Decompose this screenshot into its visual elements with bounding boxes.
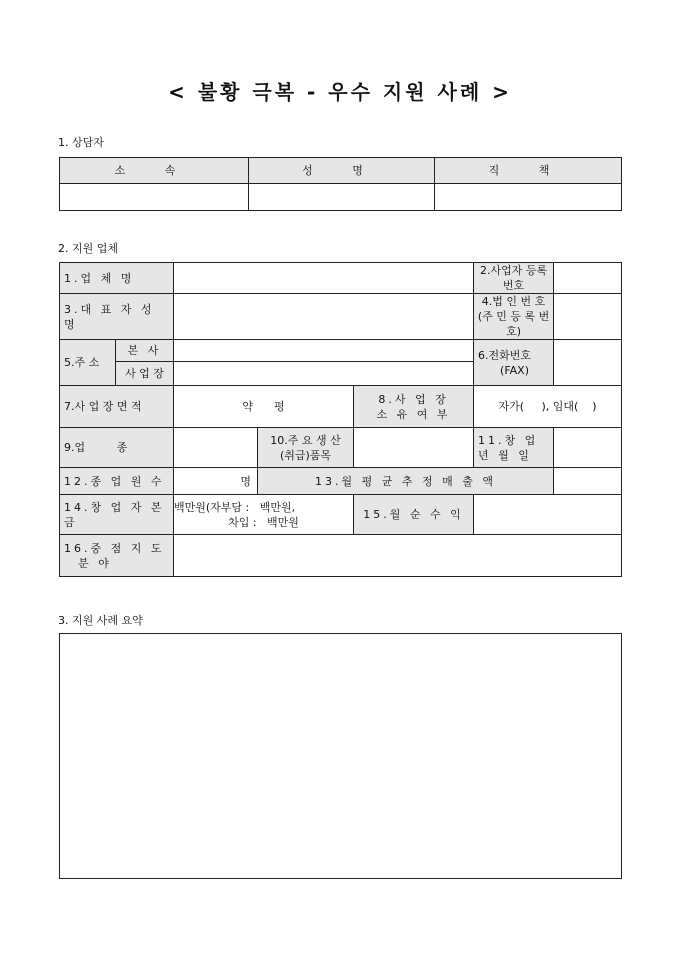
product-field[interactable] [354, 428, 474, 468]
profit-label: 15.월 순 수 익 [354, 495, 474, 535]
capital-field-line2: 차입 : 백만원 [228, 515, 299, 529]
product-label [258, 428, 354, 468]
hq-label: 본 사 [116, 340, 174, 362]
corp-no-label-line2: (주 민 등 록 번 호) [477, 310, 550, 338]
position-field[interactable] [435, 184, 622, 211]
corp-no-label-line1: 4.법 인 번 호 [481, 295, 546, 308]
affiliation-field[interactable] [60, 184, 249, 211]
industry-label: 9.업 종 [60, 428, 174, 468]
founded-field[interactable] [554, 428, 622, 468]
ceo-name-label: 3.대 표 자 성 명 [60, 294, 174, 340]
industry-field[interactable] [174, 428, 258, 468]
founded-label-line2: 년 월 일 [478, 448, 532, 462]
phone-label-line1: 6.전화번호 [478, 348, 532, 362]
company-name-field[interactable] [174, 263, 474, 294]
hq-address-field[interactable] [174, 340, 474, 362]
page-title: < 불황 극복 - 우수 지원 사례 > [168, 80, 512, 104]
ownership-label [354, 386, 474, 428]
focus-area-label [60, 535, 174, 577]
site-address-field[interactable] [174, 362, 474, 386]
employees-field[interactable]: 명 [174, 468, 258, 495]
corp-no-field[interactable] [554, 294, 622, 340]
focus-area-label-line1: 16.중 점 지 도 [64, 541, 165, 555]
focus-area-label-line2: 분 야 [78, 556, 112, 570]
phone-label-line2: (FAX) [500, 363, 530, 377]
ceo-name-field[interactable] [174, 294, 474, 340]
founded-label-line1: 11.창 업 [478, 433, 539, 447]
ownership-label-line2: 소 유 여 부 [376, 407, 451, 421]
profit-field[interactable] [474, 495, 622, 535]
position-header: 직 책 [435, 158, 622, 184]
capital-field-line1: 백만원(자부담 : 백만원, [174, 500, 296, 514]
biz-reg-label: 2.사업자 등록번호 [474, 263, 554, 294]
capital-field[interactable] [174, 495, 354, 535]
address-label: 5.주 소 [60, 340, 116, 386]
site-label: 사 업 장 [116, 362, 174, 386]
company-name-label: 1.업 체 명 [60, 263, 174, 294]
product-label-line1: 10.주 요 생 산 [270, 433, 341, 447]
biz-reg-field[interactable] [554, 263, 622, 294]
name-header: 성 명 [249, 158, 435, 184]
capital-label: 14.창 업 자 본 금 [60, 495, 174, 535]
section-heading-summary: 3. 지원 사례 요약 [58, 614, 143, 627]
ownership-label-line1: 8.사 업 장 [378, 392, 449, 406]
founded-label [474, 428, 554, 468]
phone-field[interactable] [554, 340, 622, 386]
affiliation-header: 소 속 [60, 158, 249, 184]
counselor-table [59, 157, 622, 211]
area-label: 7.사 업 장 면 적 [60, 386, 174, 428]
name-field[interactable] [249, 184, 435, 211]
section-heading-counselor: 1. 상담자 [58, 136, 104, 149]
sales-field[interactable] [554, 468, 622, 495]
company-table [59, 262, 622, 577]
corp-no-label [474, 294, 554, 340]
ownership-field[interactable]: 자가( ), 임대( ) [474, 386, 622, 428]
product-label-line2: (취급)품목 [279, 448, 332, 462]
area-field[interactable]: 약 평 [174, 386, 354, 428]
phone-label [474, 340, 554, 386]
employees-label: 12.종 업 원 수 [60, 468, 174, 495]
sales-label: 13.월 평 균 추 정 매 출 액 [258, 468, 554, 495]
section-heading-company: 2. 지원 업체 [58, 242, 118, 255]
focus-area-field[interactable] [174, 535, 622, 577]
summary-textbox[interactable] [59, 633, 622, 879]
